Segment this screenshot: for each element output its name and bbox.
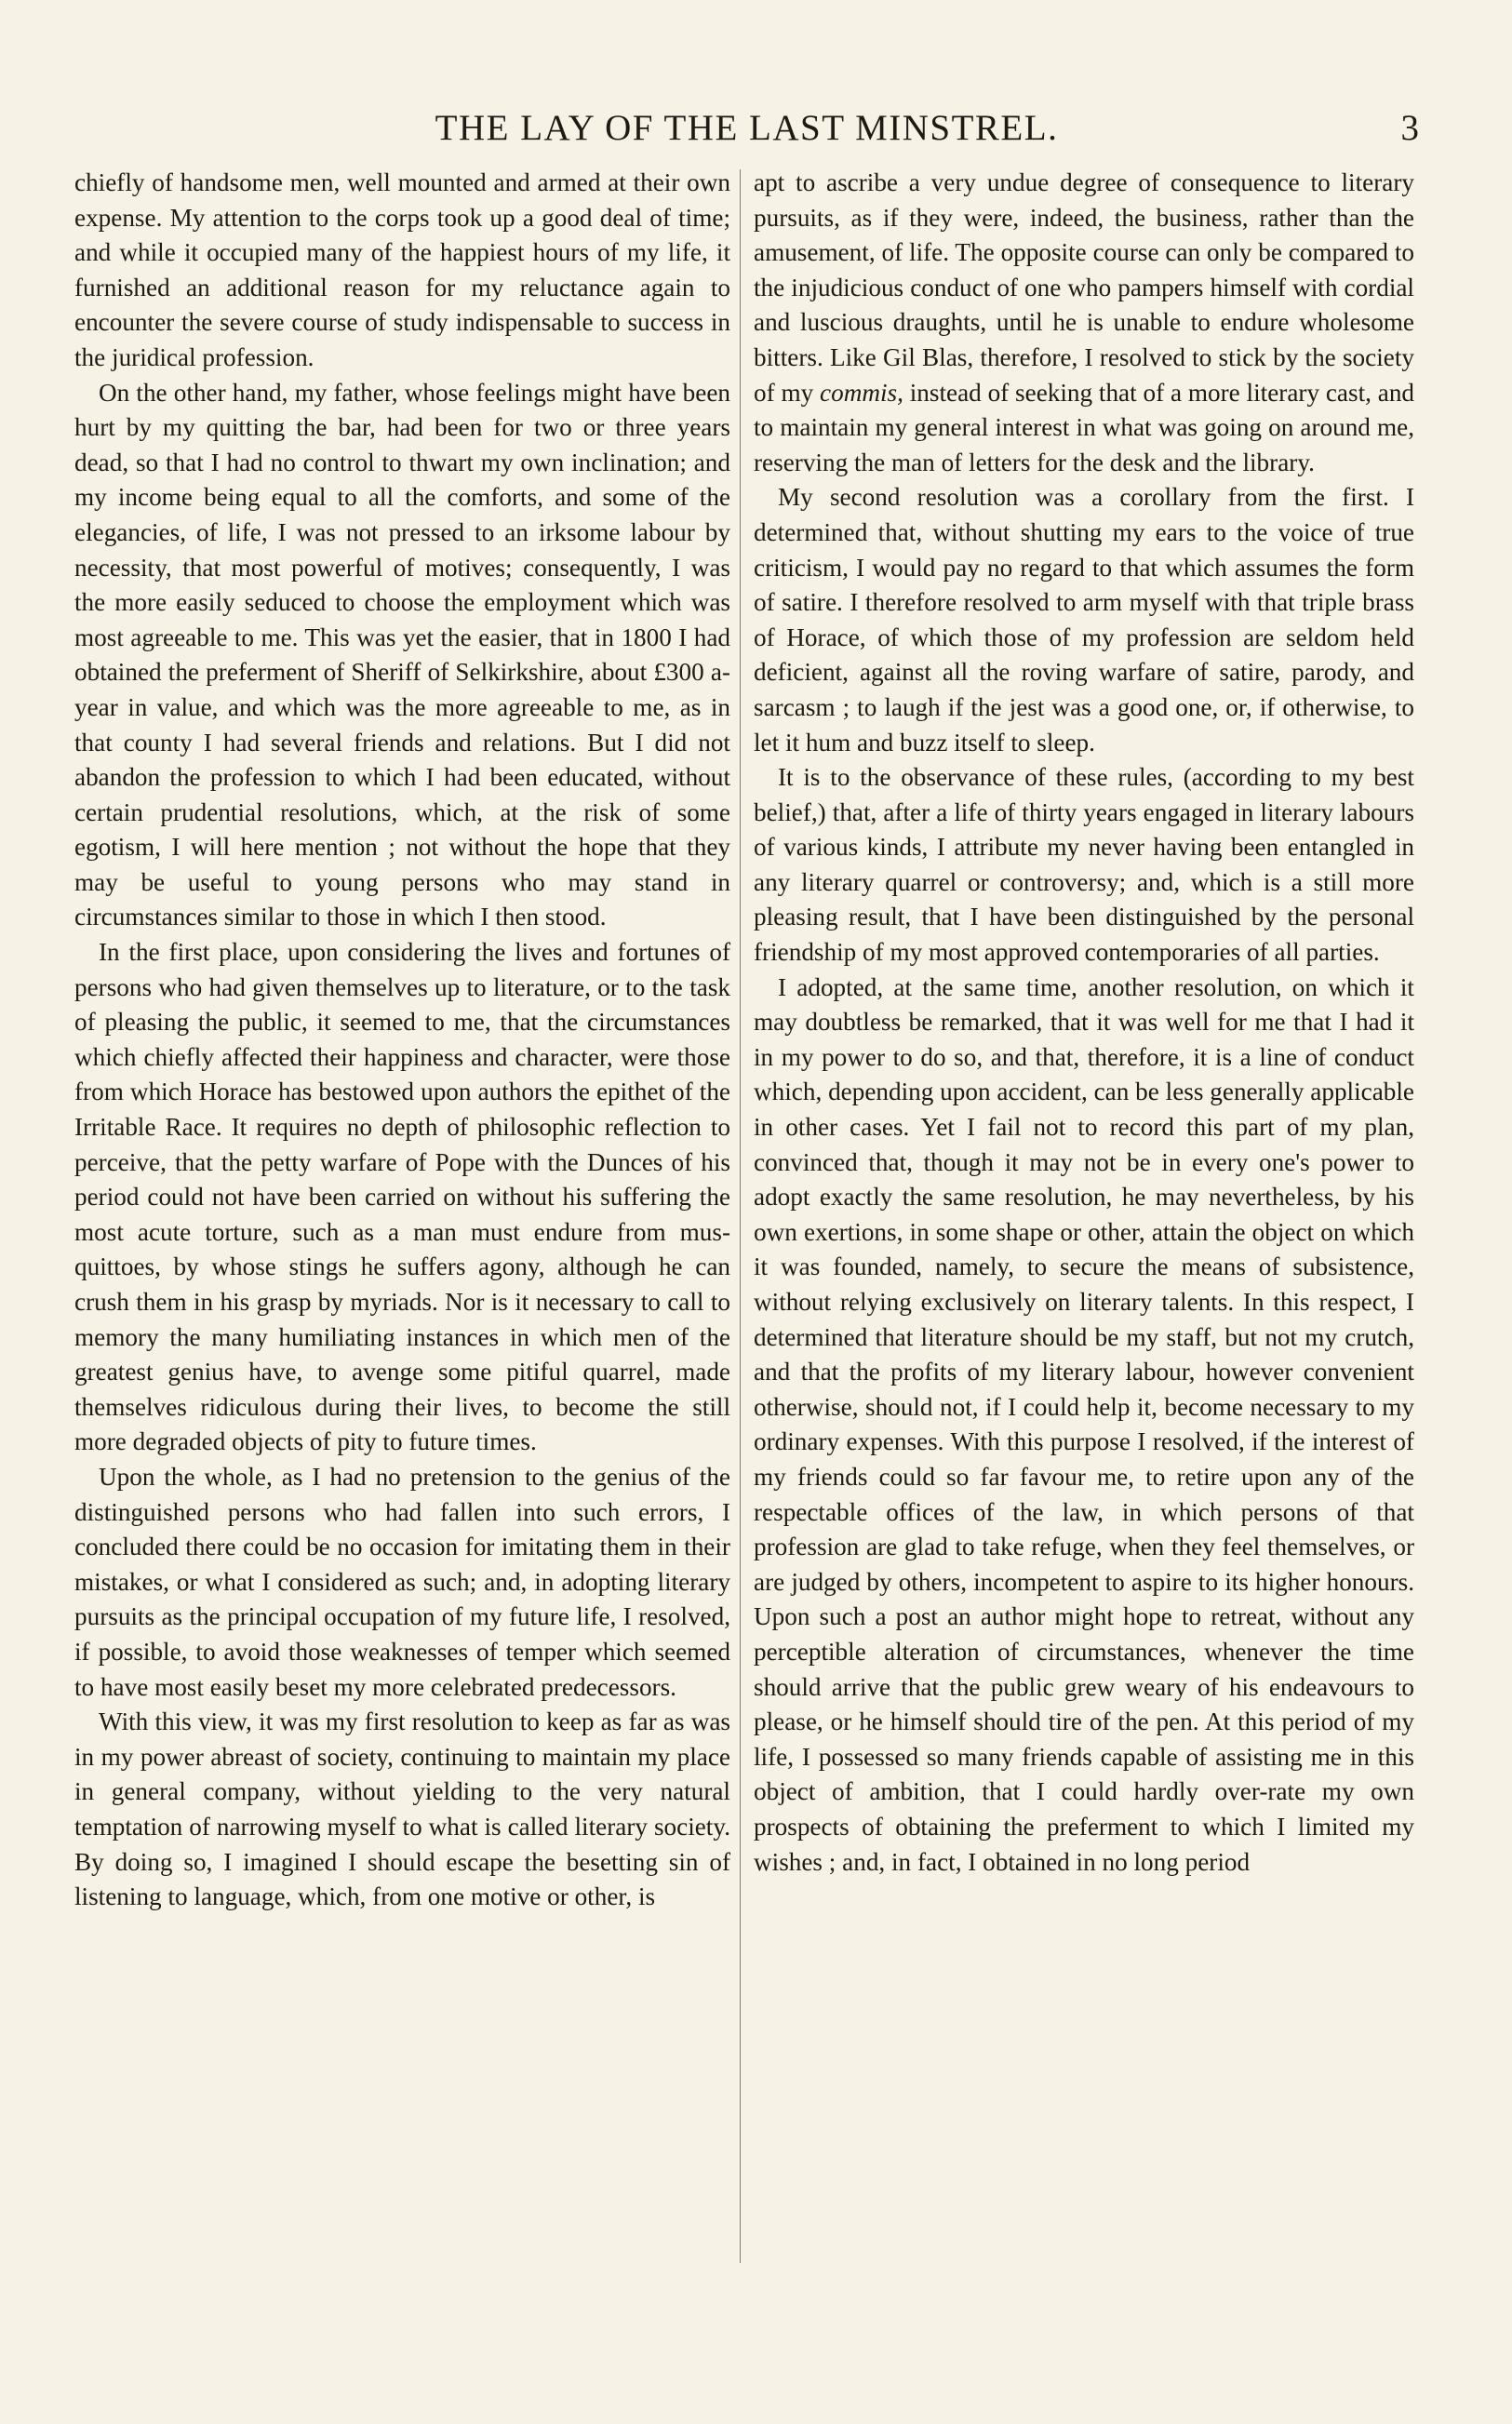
right-paragraph-2: My second resolution was a corollary from the first. I determined that, without shutting my ears to the voice of true criticism, I would pay no regard to that which assumes the form of satire. I therefore resolved to arm myself with that triple brass of Horace, of which those of my profession are seldom held deficient, against all the roving warfare of satire, parody, and sarcasm ; to laugh if the jest was a good one, or, if otherwise, to let it hum and buzz itself to sleep. bbox=[754, 483, 1414, 757]
right-paragraph-3: It is to the observance of these rules, (according to my best belief,) that, after a life of thirty years engaged in literary labours of various kinds, I attribute my never having been entangled in any literary quarrel or controversy; and, which is a still more pleasing result, that I have been distinguished by the personal friendship of my most approved contemporaries of all parties. bbox=[754, 763, 1414, 967]
page-number: 3 bbox=[1400, 108, 1419, 148]
right-paragraph-1-text-a: apt to ascribe a very undue degree of consequence to literary pursuits, as if they were, indeed, the business, rather than the amusement, of life. The opposite course can only be compared to the injudicious conduct of one who pampers himself with cordial and luscious draughts, until he is unable to endure wholesome bitters. Like Gil Blas, therefore, I resolved to stick by the society of my bbox=[754, 168, 1414, 407]
left-paragraph-4: Upon the whole, as I had no pretension to the genius of the distinguished persons who had fallen into such errors, I concluded there could be no occasion for imitating them in their mistakes, or what I considered as such; and, in adopting literary pursuits as the principal occupation of my future life, I resolved, if possible, to avoid those weaknesses of temper which seemed to have most easily beset my more celebrated predecessors. bbox=[74, 1462, 730, 1701]
right-paragraph-1 bbox=[754, 166, 1414, 480]
left-paragraph-3: In the first place, upon considering the lives and fortunes of persons who had given themselves up to literature, or to the task of pleasing the public, it seemed to me, that the circumstances which chiefly affected their happiness and character, were those from which Horace has bestowed upon authors the epithet of the Irritable Race. It requires no depth of philosophic reflection to perceive, that the petty warfare of Pope with the Dunces of his period could not have been carried on without his suffering the most acute torture, such as a man must endure from musquittoes, by whose stings he suffers agony, although he can crush them in his grasp by myriads. Nor is it necessary to call to memory the many humiliating instances in which men of the greatest genius have, to avenge some pitiful quarrel, made themselves ridiculous during their lives, to become the still more degraded objects of pity to future times. bbox=[74, 938, 730, 1456]
right-paragraph-4: I adopted, at the same time, another resolution, on which it may doubtless be remarked, that it was well for me that I had it in my power to do so, and that, therefore, it is a line of conduct which, depending upon accident, can be less generally applicable in other cases. Yet I fail not to record this part of my plan, convinced that, though it may not be in every one's power to adopt exactly the same resolution, he may nevertheless, by his own exertions, in some shape or other, attain the object on which it was founded, namely, to secure the means of subsistence, without relying exclusively on literary talents. In this respect, I determined that literature should be my staff, but not my crutch, and that the profits of my literary labour, however convenient otherwise, should not, if I could help it, become necessary to my ordinary expenses. With this purpose I resolved, if the interest of my friends could so far favour me, to retire upon any of the respectable offices of the law, in which persons of that profession are glad to take refuge, when they feel themselves, or are judged by others, incompetent to aspire to its higher honours. Upon such a post an author might hope to retreat, without any perceptible alteration of circumstances, whenever the time should arrive that the public grew weary of his endeavours to please, or he himself should tire of the pen. At this period of my life, I possessed so many friends capable of assisting me in this object of ambition, that I could hardly over-rate my own prospects of obtaining the preferment to which I limited my wishes ; and, in fact, I obtained in no long period bbox=[754, 972, 1414, 1876]
left-paragraph-5: With this view, it was my first resolution to keep as far as was in my power abreast of society, continuing to maintain my place in general company, without yielding to the very natural temptation of narrowing myself to what is called literary society. By doing so, I imagined I should escape the besetting sin of listening to language, which, from one motive or other, is bbox=[74, 1708, 730, 1911]
right-column bbox=[754, 166, 1414, 2269]
running-title: THE LAY OF THE LAST MINSTREL. bbox=[435, 108, 1059, 148]
italic-word-commis: commis, bbox=[820, 378, 903, 407]
left-column bbox=[74, 166, 730, 2269]
running-header bbox=[74, 100, 1419, 156]
column-divider bbox=[740, 169, 741, 2263]
left-paragraph-1: chiefly of handsome men, well mounted and armed at their own expense. My attention to the corps took up a good deal of time; and while it occupied many of the happiest hours of my life, it furnished an additional reason for my reluctance again to encounter the severe course of study indispensable to success in the juridical profession. bbox=[74, 168, 730, 371]
left-paragraph-2: On the other hand, my father, whose feelings might have been hurt by my quitting the bar, had been for two or three years dead, so that I had no control to thwart my own inclination; and my income being equal to all the comforts, and some of the elegancies, of life, I was not pressed to an irksome labour by necessity, that most powerful of motives; consequently, I was the more easily seduced to choose the employment which was most agreeable to me. This was yet the easier, that in 1800 I had obtained the preferment of Sheriff of Selkirkshire, about £300 a-year in value, and which was the more agreeable to me, as in that county I had several friends and relations. But I did not abandon the profession to which I had been educated, without certain prudential resolutions, which, at the risk of some egotism, I will here mention ; not without the hope that they may be useful to young persons who may stand in circumstances similar to those in which I then stood. bbox=[74, 378, 730, 931]
right-paragraph-1-text-b: instead of seeking that of a more literary cast, and to maintain my general interest in what was going on around me, reserving the man of letters for the desk and the library. bbox=[754, 378, 1414, 476]
